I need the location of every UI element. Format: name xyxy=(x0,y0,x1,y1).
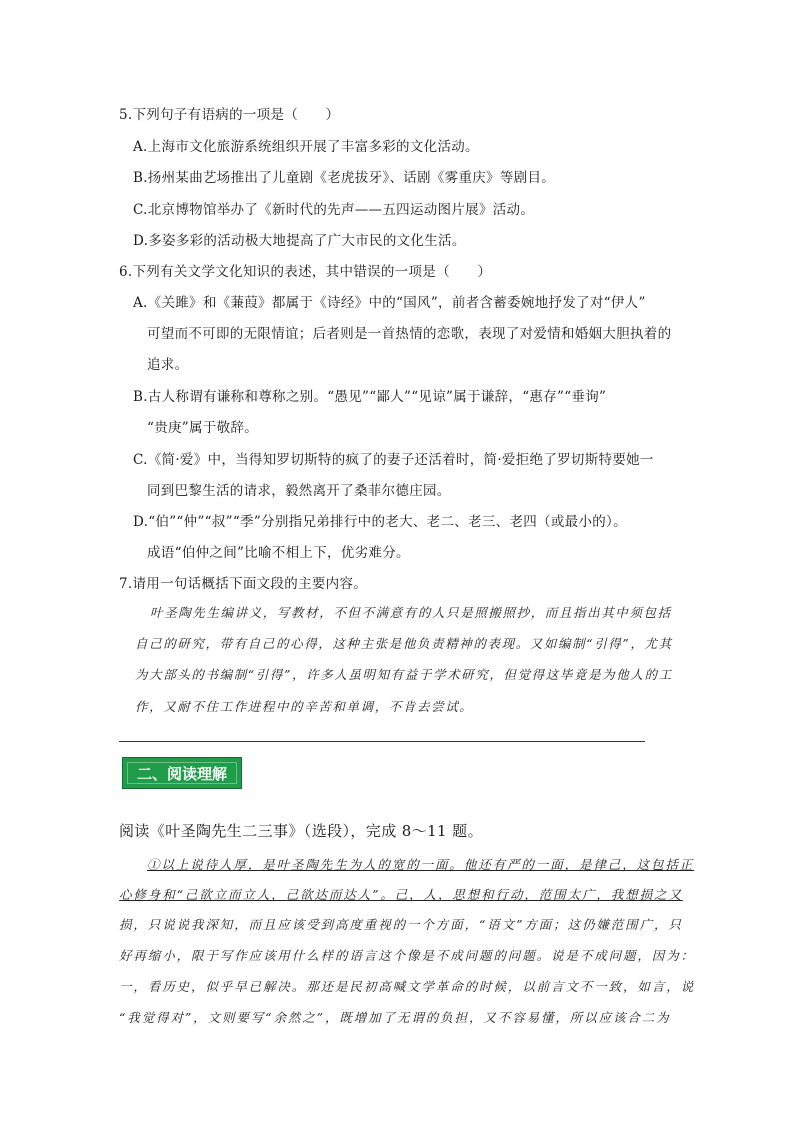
section-divider xyxy=(119,741,645,742)
q6-stem: 6.下列有关文学文化知识的表述，其中错误的一项是（ ） xyxy=(119,264,492,280)
q5-option-c: C.北京博物馆举办了《新时代的先声——五四运动图片展》活动。 xyxy=(133,202,535,218)
excerpt-line xyxy=(119,885,683,903)
q6-option-a-line3: 追求。 xyxy=(147,357,189,373)
q6-option-c: C.《简·爱》中，当得知罗切斯特的疯了的妻子还活着时，简·爱拒绝了罗切斯特要她一 xyxy=(133,452,654,468)
excerpt-line: 一，看历史，似乎早已解决。那还是民初高喊文学革命的时候，以前言文不一致，如言，说 xyxy=(119,979,696,994)
excerpt-line: “我觉得对”，文则要写“余然之”，既增加了无谓的负担，又不容易懂，所以应该合二为 xyxy=(119,1010,671,1025)
q7-stem: 7.请用一句话概括下面文段的主要内容。 xyxy=(119,576,368,592)
q7-passage-line: 作，又耐不住工作进程中的辛苦和单调，不肯去尝试。 xyxy=(135,699,474,714)
excerpt-underlined-text: ①以上说待人厚，是叶圣陶先生为人的宽的一面。他还有严的一面，是律己，这包括正 xyxy=(147,857,695,872)
q5-stem: 5.下列句子有语病的一项是（ ） xyxy=(119,107,340,123)
q6-option-d: D.“伯”“仲”“叔”“季”分别指兄弟排行中的老大、老二、老三、老四（或最小的）。 xyxy=(133,514,627,530)
q6-option-b: B.古人称谓有谦称和尊称之别。“愚见”“鄙人”“见谅”属于谦辞，“惠存”“垂询” xyxy=(133,389,607,405)
q6-option-a-line2: 可望而不可即的无限情谊；后者则是一首热情的恋歌，表现了对爱情和婚姻大胆执着的 xyxy=(147,326,672,342)
excerpt-underlined-text: 心修身和“己欲立而立人，己欲达而达人”。己，人，思想和行动，范围太广，我想损之又 xyxy=(119,887,683,902)
q6-option-d-line2: 成语“伯仲之间”比喻不相上下，优劣难分。 xyxy=(147,545,410,561)
q6-option-c-line2: 同到巴黎生活的请求，毅然离开了桑菲尔德庄园。 xyxy=(147,483,451,499)
reading-intro: 阅读《叶圣陶先生二三事》（选段），完成 8～11 题。 xyxy=(119,822,483,840)
q7-passage-line: 叶圣陶先生编讲义，写教材，不但不满意有的人只是照搬照抄，而且指出其中须包括 xyxy=(150,605,672,620)
q6-option-b-line2: “贵庚”属于敬辞。 xyxy=(147,420,259,436)
section-title: 二、阅读理解 xyxy=(136,764,227,783)
q5-option-b: B.扬州某曲艺场推出了儿童剧《老虎拔牙》、话剧《雾重庆》等剧目。 xyxy=(133,170,556,186)
q6-option-a: A.《关雎》和《蒹葭》都属于《诗经》中的“国风”，前者含蓄委婉地抒发了对“伊人” xyxy=(133,295,646,311)
excerpt-line: 损，只说说我深知，而且应该受到高度重视的一个方面，“语文”方面；这仍嫌范围广，只 xyxy=(119,917,683,932)
q5-option-a: A.上海市文化旅游系统组织开展了丰富多彩的文化活动。 xyxy=(133,139,479,155)
q5-option-d: D.多姿多彩的活动极大地提高了广大市民的文化生活。 xyxy=(133,233,466,249)
section-header-reading xyxy=(122,757,242,789)
q7-passage-line: 为大部头的书编制“引得”，许多人虽明知有益于学术研究，但觉得这毕竟是为他人的工 xyxy=(135,667,673,682)
q7-passage-line: 自己的研究，带有自己的心得，这种主张是他负责精神的表现。又如编制“引得”，尤其 xyxy=(135,636,673,651)
excerpt-line: 好再缩小，限于写作应该用什么样的语言这个像是不成问题的问题。说是不成问题，因为： xyxy=(119,948,696,963)
excerpt-line xyxy=(147,855,694,873)
